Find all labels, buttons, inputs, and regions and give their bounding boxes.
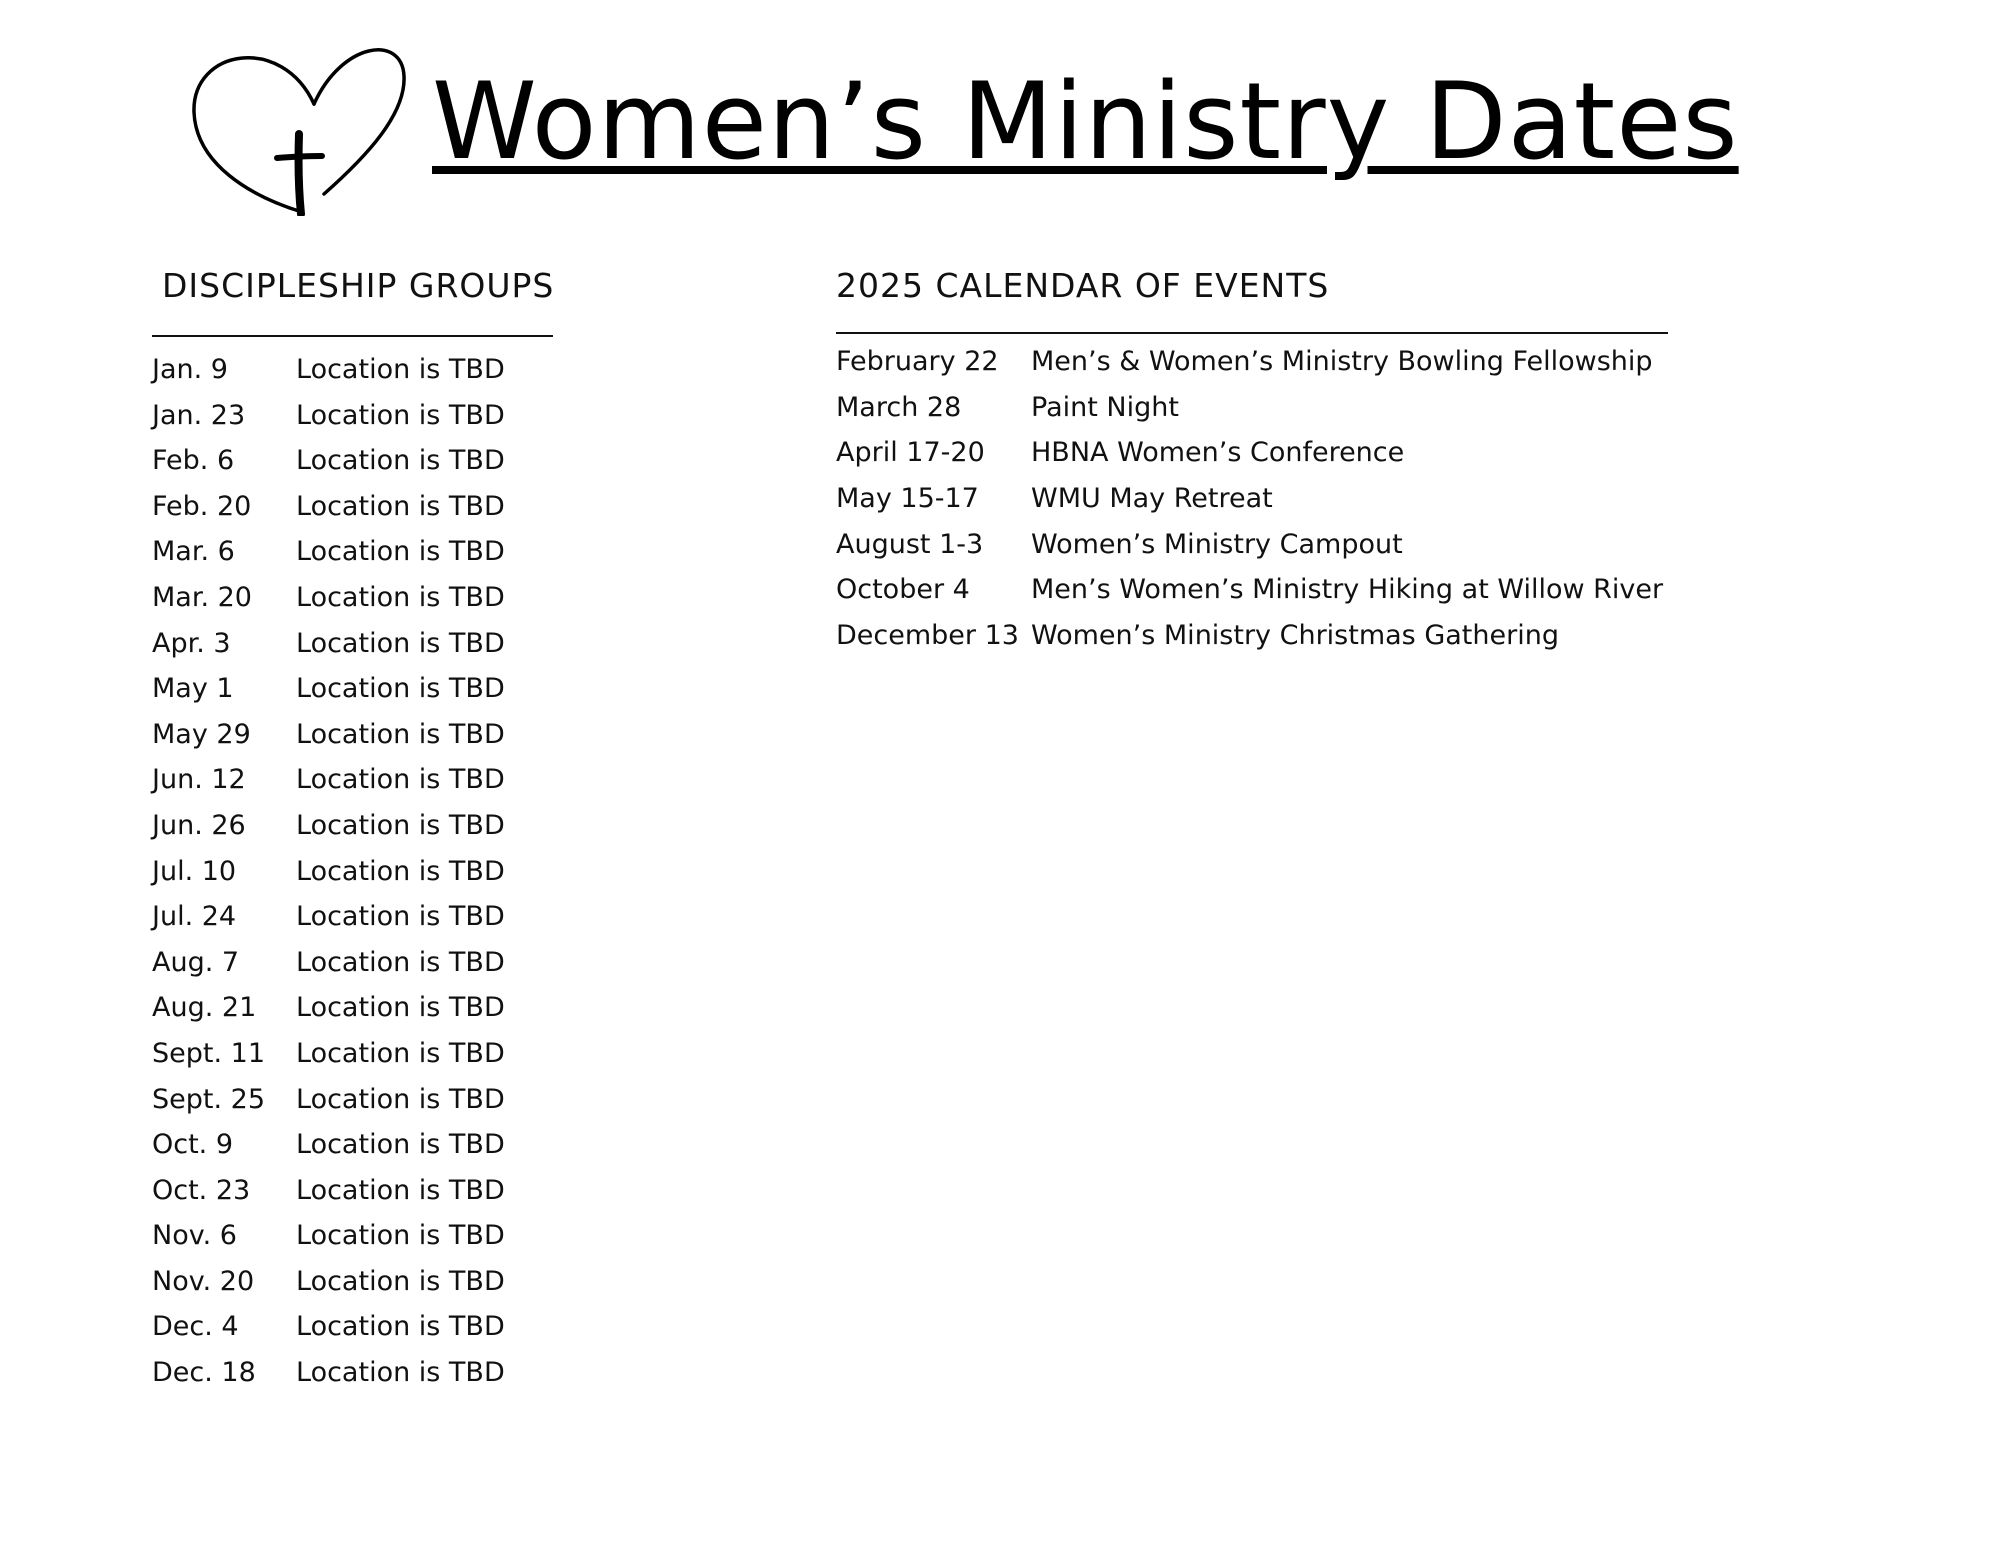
list-item bbox=[152, 764, 505, 810]
list-item bbox=[152, 628, 505, 674]
location-label: Location is TBD bbox=[296, 1311, 505, 1343]
date-label: Nov. 6 bbox=[152, 1220, 237, 1252]
list-item bbox=[152, 354, 505, 400]
location-label: Location is TBD bbox=[296, 1083, 505, 1115]
date-label: Jun. 26 bbox=[152, 809, 246, 841]
date-label: Dec. 18 bbox=[152, 1357, 256, 1389]
location-label: Location is TBD bbox=[296, 992, 505, 1024]
location-label: Location is TBD bbox=[296, 445, 505, 477]
event-label: HBNA Women’s Conference bbox=[1031, 437, 1405, 469]
event-label: Women’s Ministry Christmas Gathering bbox=[1031, 620, 1559, 652]
location-label: Location is TBD bbox=[296, 809, 505, 841]
date-label: Jan. 23 bbox=[152, 399, 246, 431]
heart-with-cross-icon bbox=[192, 44, 407, 216]
list-item bbox=[152, 810, 505, 856]
discipleship-heading: DISCIPLESHIP GROUPS bbox=[162, 266, 555, 305]
list-item bbox=[152, 536, 505, 582]
list-item bbox=[152, 400, 505, 446]
date-label: Jan. 9 bbox=[152, 354, 228, 385]
list-item bbox=[152, 673, 505, 719]
list-item bbox=[152, 582, 505, 628]
date-label: Jul. 10 bbox=[152, 855, 237, 887]
list-item bbox=[152, 1220, 505, 1266]
date-label: Sept. 11 bbox=[152, 1037, 265, 1069]
event-label: Men’s & Women’s Ministry Bowling Fellowship bbox=[1031, 346, 1653, 377]
calendar-divider bbox=[836, 332, 1668, 334]
date-label: Feb. 20 bbox=[152, 490, 252, 522]
location-label: Location is TBD bbox=[296, 1174, 505, 1206]
list-item bbox=[152, 1084, 505, 1130]
location-label: Location is TBD bbox=[296, 354, 505, 385]
page-title: Women’s Ministry Dates bbox=[432, 60, 1739, 183]
discipleship-list bbox=[152, 354, 505, 1403]
list-item bbox=[152, 1266, 505, 1312]
list-item bbox=[836, 346, 1663, 392]
list-item bbox=[836, 483, 1663, 529]
list-item bbox=[836, 620, 1663, 666]
location-label: Location is TBD bbox=[296, 946, 505, 978]
list-item bbox=[152, 1311, 505, 1357]
date-label: Oct. 23 bbox=[152, 1174, 251, 1206]
date-label: Apr. 3 bbox=[152, 627, 231, 659]
list-item bbox=[152, 947, 505, 993]
date-label: Mar. 20 bbox=[152, 581, 252, 613]
date-label: Oct. 9 bbox=[152, 1129, 234, 1161]
date-label: August 1-3 bbox=[836, 528, 984, 560]
location-label: Location is TBD bbox=[296, 1265, 505, 1297]
discipleship-divider bbox=[152, 335, 553, 337]
list-item bbox=[836, 392, 1663, 438]
date-label: Aug. 7 bbox=[152, 946, 240, 978]
date-label: February 22 bbox=[836, 346, 999, 377]
location-label: Location is TBD bbox=[296, 627, 505, 659]
list-item bbox=[152, 1357, 505, 1403]
event-label: Paint Night bbox=[1031, 391, 1179, 423]
location-label: Location is TBD bbox=[296, 1129, 505, 1161]
list-item bbox=[152, 1038, 505, 1084]
calendar-list bbox=[836, 346, 1663, 666]
list-item bbox=[836, 574, 1663, 620]
date-label: March 28 bbox=[836, 391, 962, 423]
location-label: Location is TBD bbox=[296, 581, 505, 613]
date-label: December 13 bbox=[836, 620, 1019, 652]
date-label: Mar. 6 bbox=[152, 536, 235, 568]
date-label: May 1 bbox=[152, 673, 234, 705]
list-item bbox=[152, 1129, 505, 1175]
date-label: May 29 bbox=[152, 718, 251, 750]
event-label: Women’s Ministry Campout bbox=[1031, 528, 1403, 560]
list-item bbox=[836, 437, 1663, 483]
event-label: WMU May Retreat bbox=[1031, 483, 1273, 515]
calendar-heading: 2025 CALENDAR OF EVENTS bbox=[836, 266, 1330, 305]
date-label: Jun. 12 bbox=[152, 764, 246, 796]
list-item bbox=[152, 901, 505, 947]
location-label: Location is TBD bbox=[296, 490, 505, 522]
date-label: October 4 bbox=[836, 574, 970, 606]
event-label: Men’s Women’s Ministry Hiking at Willow River bbox=[1031, 574, 1664, 606]
date-label: Sept. 25 bbox=[152, 1083, 265, 1115]
location-label: Location is TBD bbox=[296, 718, 505, 750]
date-label: May 15-17 bbox=[836, 483, 979, 515]
date-label: Feb. 6 bbox=[152, 445, 235, 477]
list-item bbox=[152, 1175, 505, 1221]
date-label: Dec. 4 bbox=[152, 1311, 239, 1343]
location-label: Location is TBD bbox=[296, 1037, 505, 1069]
location-label: Location is TBD bbox=[296, 1357, 505, 1389]
list-item bbox=[152, 445, 505, 491]
date-label: Jul. 24 bbox=[152, 901, 237, 933]
date-label: Nov. 20 bbox=[152, 1265, 255, 1297]
location-label: Location is TBD bbox=[296, 764, 505, 796]
date-label: Aug. 21 bbox=[152, 992, 257, 1024]
list-item bbox=[152, 856, 505, 902]
list-item bbox=[152, 719, 505, 765]
location-label: Location is TBD bbox=[296, 399, 505, 431]
location-label: Location is TBD bbox=[296, 1220, 505, 1252]
list-item bbox=[836, 529, 1663, 575]
location-label: Location is TBD bbox=[296, 673, 505, 705]
location-label: Location is TBD bbox=[296, 536, 505, 568]
list-item bbox=[152, 491, 505, 537]
date-label: April 17-20 bbox=[836, 437, 985, 469]
location-label: Location is TBD bbox=[296, 901, 505, 933]
location-label: Location is TBD bbox=[296, 855, 505, 887]
list-item bbox=[152, 992, 505, 1038]
